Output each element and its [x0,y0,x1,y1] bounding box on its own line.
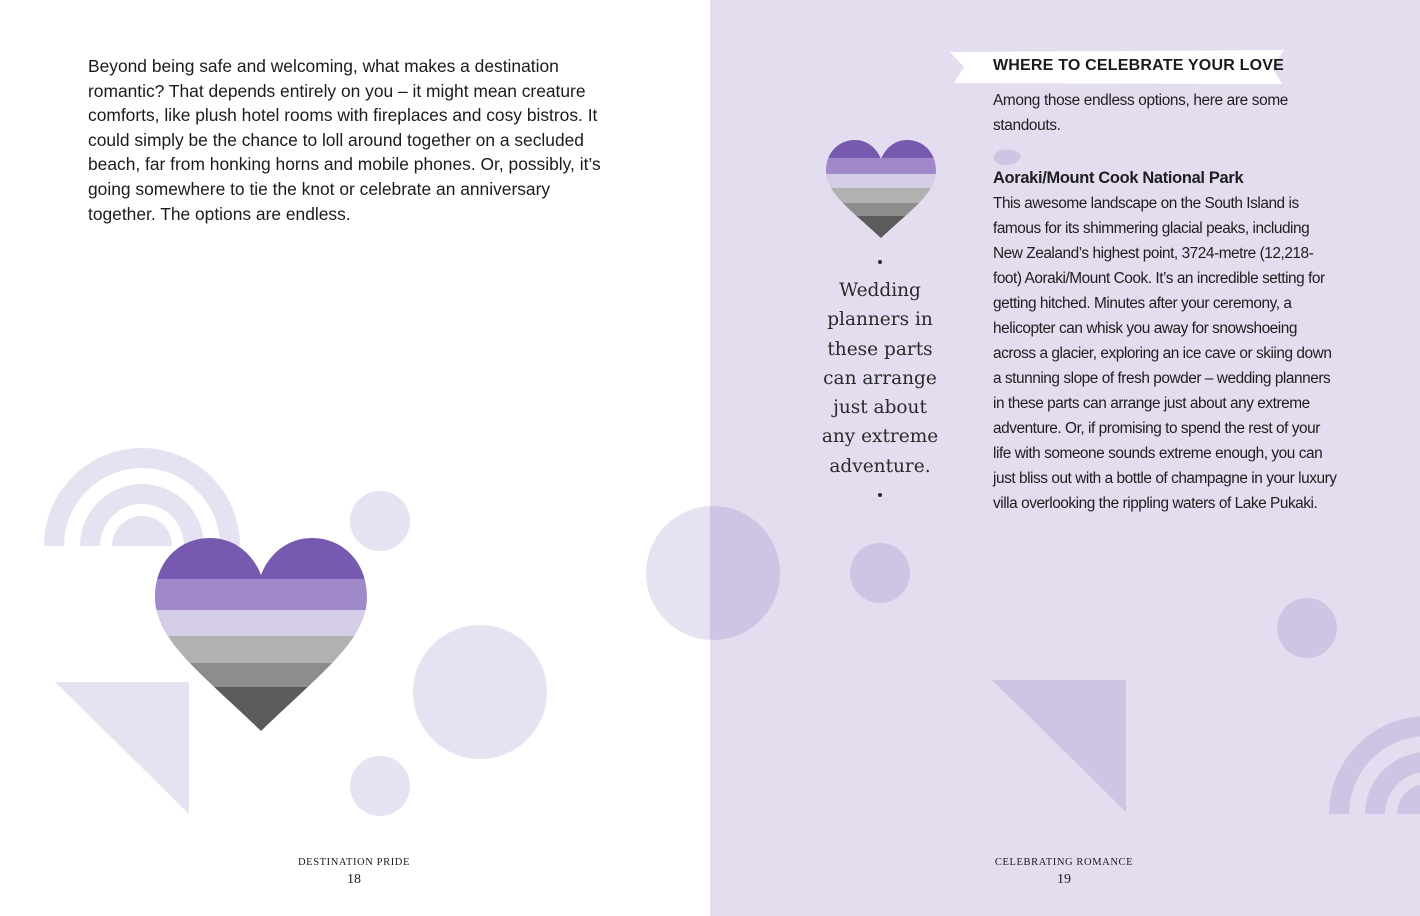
triangle-shape [55,682,189,814]
pull-quote: Wedding planners in these parts can arrange just about any extreme adventure. [821,280,939,477]
left-page-footer [254,856,454,890]
left-intro-paragraph: Beyond being safe and welcoming, what makes a destination romantic? That depends entirely on you – it might mean creature comforts, like plush hotel rooms with fireplaces and cosy bistros. It could simply be the chance to loll around together on a secluded beach, far from honking horns and mobile phones. Or, possibly, it’s going somewhere to tie the knot or celebrate an anniversary together. The options are endless. [88,56,601,224]
circle-shape [350,756,410,816]
circle-shape [350,491,410,551]
circle-shape-gutter [646,506,780,640]
page-number: 19 [1057,872,1071,887]
section-heading: WHERE TO CELEBRATE YOUR LOVE [993,57,1284,74]
rainbow-arc-shape-left [44,448,240,546]
circle-shape [850,543,910,603]
rainbow-arc-shape-right [1329,716,1420,814]
right-intro-paragraph: Among those endless options, here are some standouts. [993,92,1289,134]
running-footer-section: DESTINATION PRIDE [298,857,410,868]
right-page-footer [964,856,1164,890]
circle-shape [1277,598,1337,658]
circle-shape [413,625,547,759]
park-heading: Aoraki/Mount Cook National Park [993,169,1244,187]
park-description: This awesome landscape on the South Island is famous for its shimmering glacial peaks, including New Zealand’s highest point, 3724-metre (12,218-foot) Aoraki/Mount Cook. It’s an incredible setting for getting hitched. Minutes after your ceremony, a helicopter can whisk you away for snowshoeing across a glacier, exploring an ice cave or skiing down a stunning slope of fresh powder – wedding planners in these parts can arrange just about any extreme adventure. Or, if promising to spend the rest of your life with someone sounds extreme enough, you can just bliss out with a bottle of champagne in your luxury villa overlooking the rippling waters of Lake Pukaki. [993,195,1337,512]
blob-shape [994,150,1021,166]
section-banner [950,50,1284,84]
pull-quote-dot-bottom [878,493,882,497]
page-number: 18 [347,872,361,887]
triangle-shape [992,680,1126,812]
striped-heart-small [820,136,940,242]
running-footer-section: CELEBRATING ROMANCE [994,857,1134,868]
pull-quote-dot-top [878,260,882,264]
